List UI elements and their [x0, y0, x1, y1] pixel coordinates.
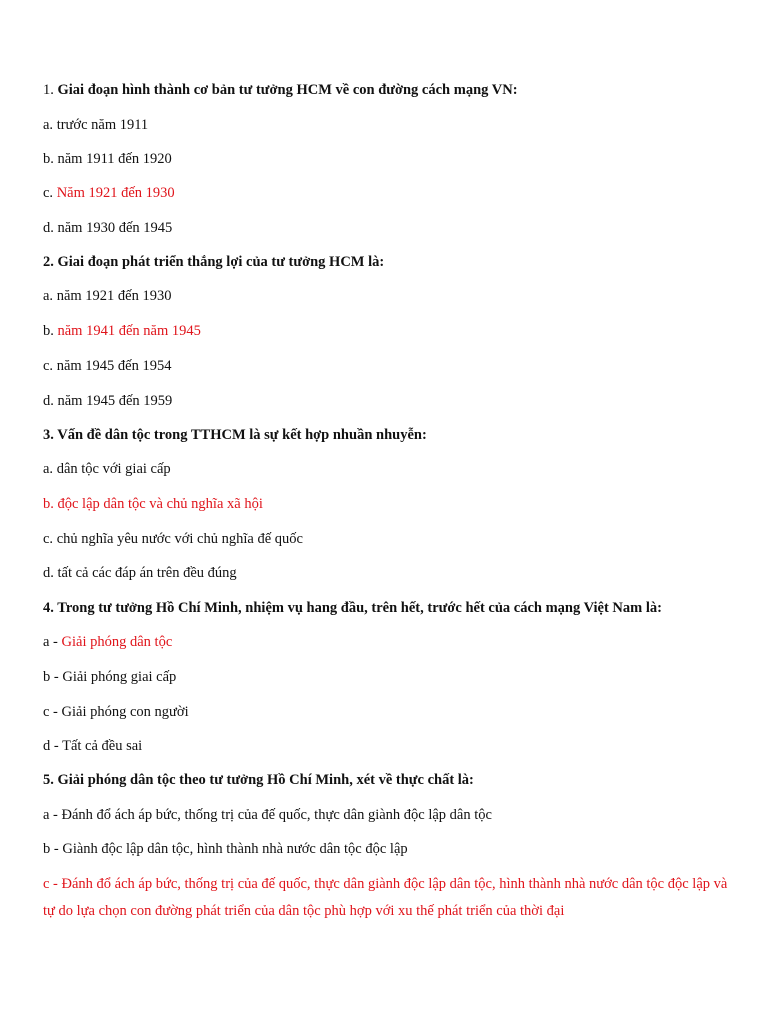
question-2-option-b-correct — [43, 321, 728, 341]
option-prefix: c. — [43, 358, 54, 374]
correct-answer-text: Đánh đổ ách áp bức, thống trị của đế quốc, thực dân giành độc lập dân tộc, hình thành nhà nước dân tộc độc lập và tự do lựa chọn con đường phát triển của dân tộc phù hợp với xu thế phát triển của thời đại — [43, 876, 728, 919]
question-3-title — [43, 425, 728, 445]
option-prefix: b. — [43, 151, 54, 167]
question-4-option-d — [43, 736, 728, 756]
option-text: năm 1945 đến 1954 — [56, 358, 172, 374]
option-prefix: c - — [43, 704, 58, 720]
option-text: Giải phóng giai cấp — [62, 669, 177, 685]
question-5-option-a — [43, 805, 728, 825]
option-text: năm 1911 đến 1920 — [57, 151, 172, 167]
question-1-option-a — [43, 115, 728, 135]
option-prefix: a. — [43, 461, 54, 477]
option-prefix: c. — [43, 185, 54, 201]
option-prefix: a. — [43, 117, 54, 133]
question-number: 5. — [43, 772, 54, 788]
option-prefix: a - — [43, 634, 58, 650]
option-text: trước năm 1911 — [56, 117, 149, 133]
question-5-title — [43, 770, 728, 790]
question-2-title — [43, 252, 728, 272]
option-text: năm 1921 đến 1930 — [56, 288, 172, 304]
option-prefix: b - — [43, 669, 59, 685]
correct-answer-text: độc lập dân tộc và chủ nghĩa xã hội — [57, 496, 263, 512]
question-text: Giải phóng dân tộc theo tư tưởng Hồ Chí Minh, xét về thực chất là: — [57, 772, 474, 788]
question-3-option-d — [43, 563, 728, 583]
question-5-option-b — [43, 839, 728, 859]
option-prefix: d - — [43, 738, 59, 754]
question-text: Trong tư tưởng Hồ Chí Minh, nhiệm vụ hang đầu, trên hết, trước hết của cách mạng Việt Nam là: — [57, 600, 662, 616]
option-prefix: d. — [43, 393, 54, 409]
option-text: tất cả các đáp án trên đều đúng — [57, 565, 237, 581]
option-prefix: c. — [43, 531, 54, 547]
option-prefix: d. — [43, 220, 54, 236]
question-4-option-c — [43, 702, 728, 722]
question-4-option-b — [43, 667, 728, 687]
question-number: 2. — [43, 254, 54, 270]
question-text: Giai đoạn phát triển thắng lợi của tư tưởng HCM là: — [57, 254, 385, 270]
question-3-option-b-correct — [43, 494, 728, 514]
question-5-option-c-correct — [43, 871, 728, 925]
option-prefix: b. — [43, 496, 54, 512]
question-4-option-a-correct — [43, 632, 728, 652]
question-1-option-b — [43, 149, 728, 169]
option-prefix: a - — [43, 807, 58, 823]
question-number: 1. — [43, 82, 54, 98]
option-text: năm 1945 đến 1959 — [57, 393, 173, 409]
option-text: Giải phóng con người — [61, 704, 189, 720]
question-1-title — [43, 80, 728, 100]
option-prefix: c - — [43, 876, 58, 892]
option-text: Tất cả đều sai — [62, 738, 143, 754]
question-text: Giai đoạn hình thành cơ bản tư tưởng HCM về con đường cách mạng VN: — [57, 82, 518, 98]
question-2-option-c — [43, 356, 728, 376]
question-number: 4. — [43, 600, 54, 616]
question-4-title — [43, 598, 728, 618]
option-prefix: d. — [43, 565, 54, 581]
question-3-option-a — [43, 459, 728, 479]
option-prefix: b - — [43, 841, 59, 857]
question-text: Vấn đề dân tộc trong TTHCM là sự kết hợp nhuần nhuyễn: — [57, 427, 427, 443]
option-prefix: b. — [43, 323, 54, 339]
question-2-option-a — [43, 286, 728, 306]
option-prefix: a. — [43, 288, 54, 304]
question-2-option-d — [43, 391, 728, 411]
correct-answer-text: Giải phóng dân tộc — [61, 634, 173, 650]
question-3-option-c — [43, 529, 728, 549]
option-text: dân tộc với giai cấp — [56, 461, 171, 477]
question-1-option-d — [43, 218, 728, 238]
option-text: Giành độc lập dân tộc, hình thành nhà nước dân tộc độc lập — [62, 841, 408, 857]
option-text: năm 1930 đến 1945 — [57, 220, 173, 236]
correct-answer-text: Năm 1921 đến 1930 — [56, 185, 175, 201]
option-text: chủ nghĩa yêu nước với chủ nghĩa đế quốc — [56, 531, 303, 547]
question-1-option-c-correct — [43, 183, 728, 203]
option-text: Đánh đổ ách áp bức, thống trị của đế quốc, thực dân giành độc lập dân tộc — [61, 807, 492, 823]
correct-answer-text: năm 1941 đến năm 1945 — [57, 323, 201, 339]
question-number: 3. — [43, 427, 54, 443]
